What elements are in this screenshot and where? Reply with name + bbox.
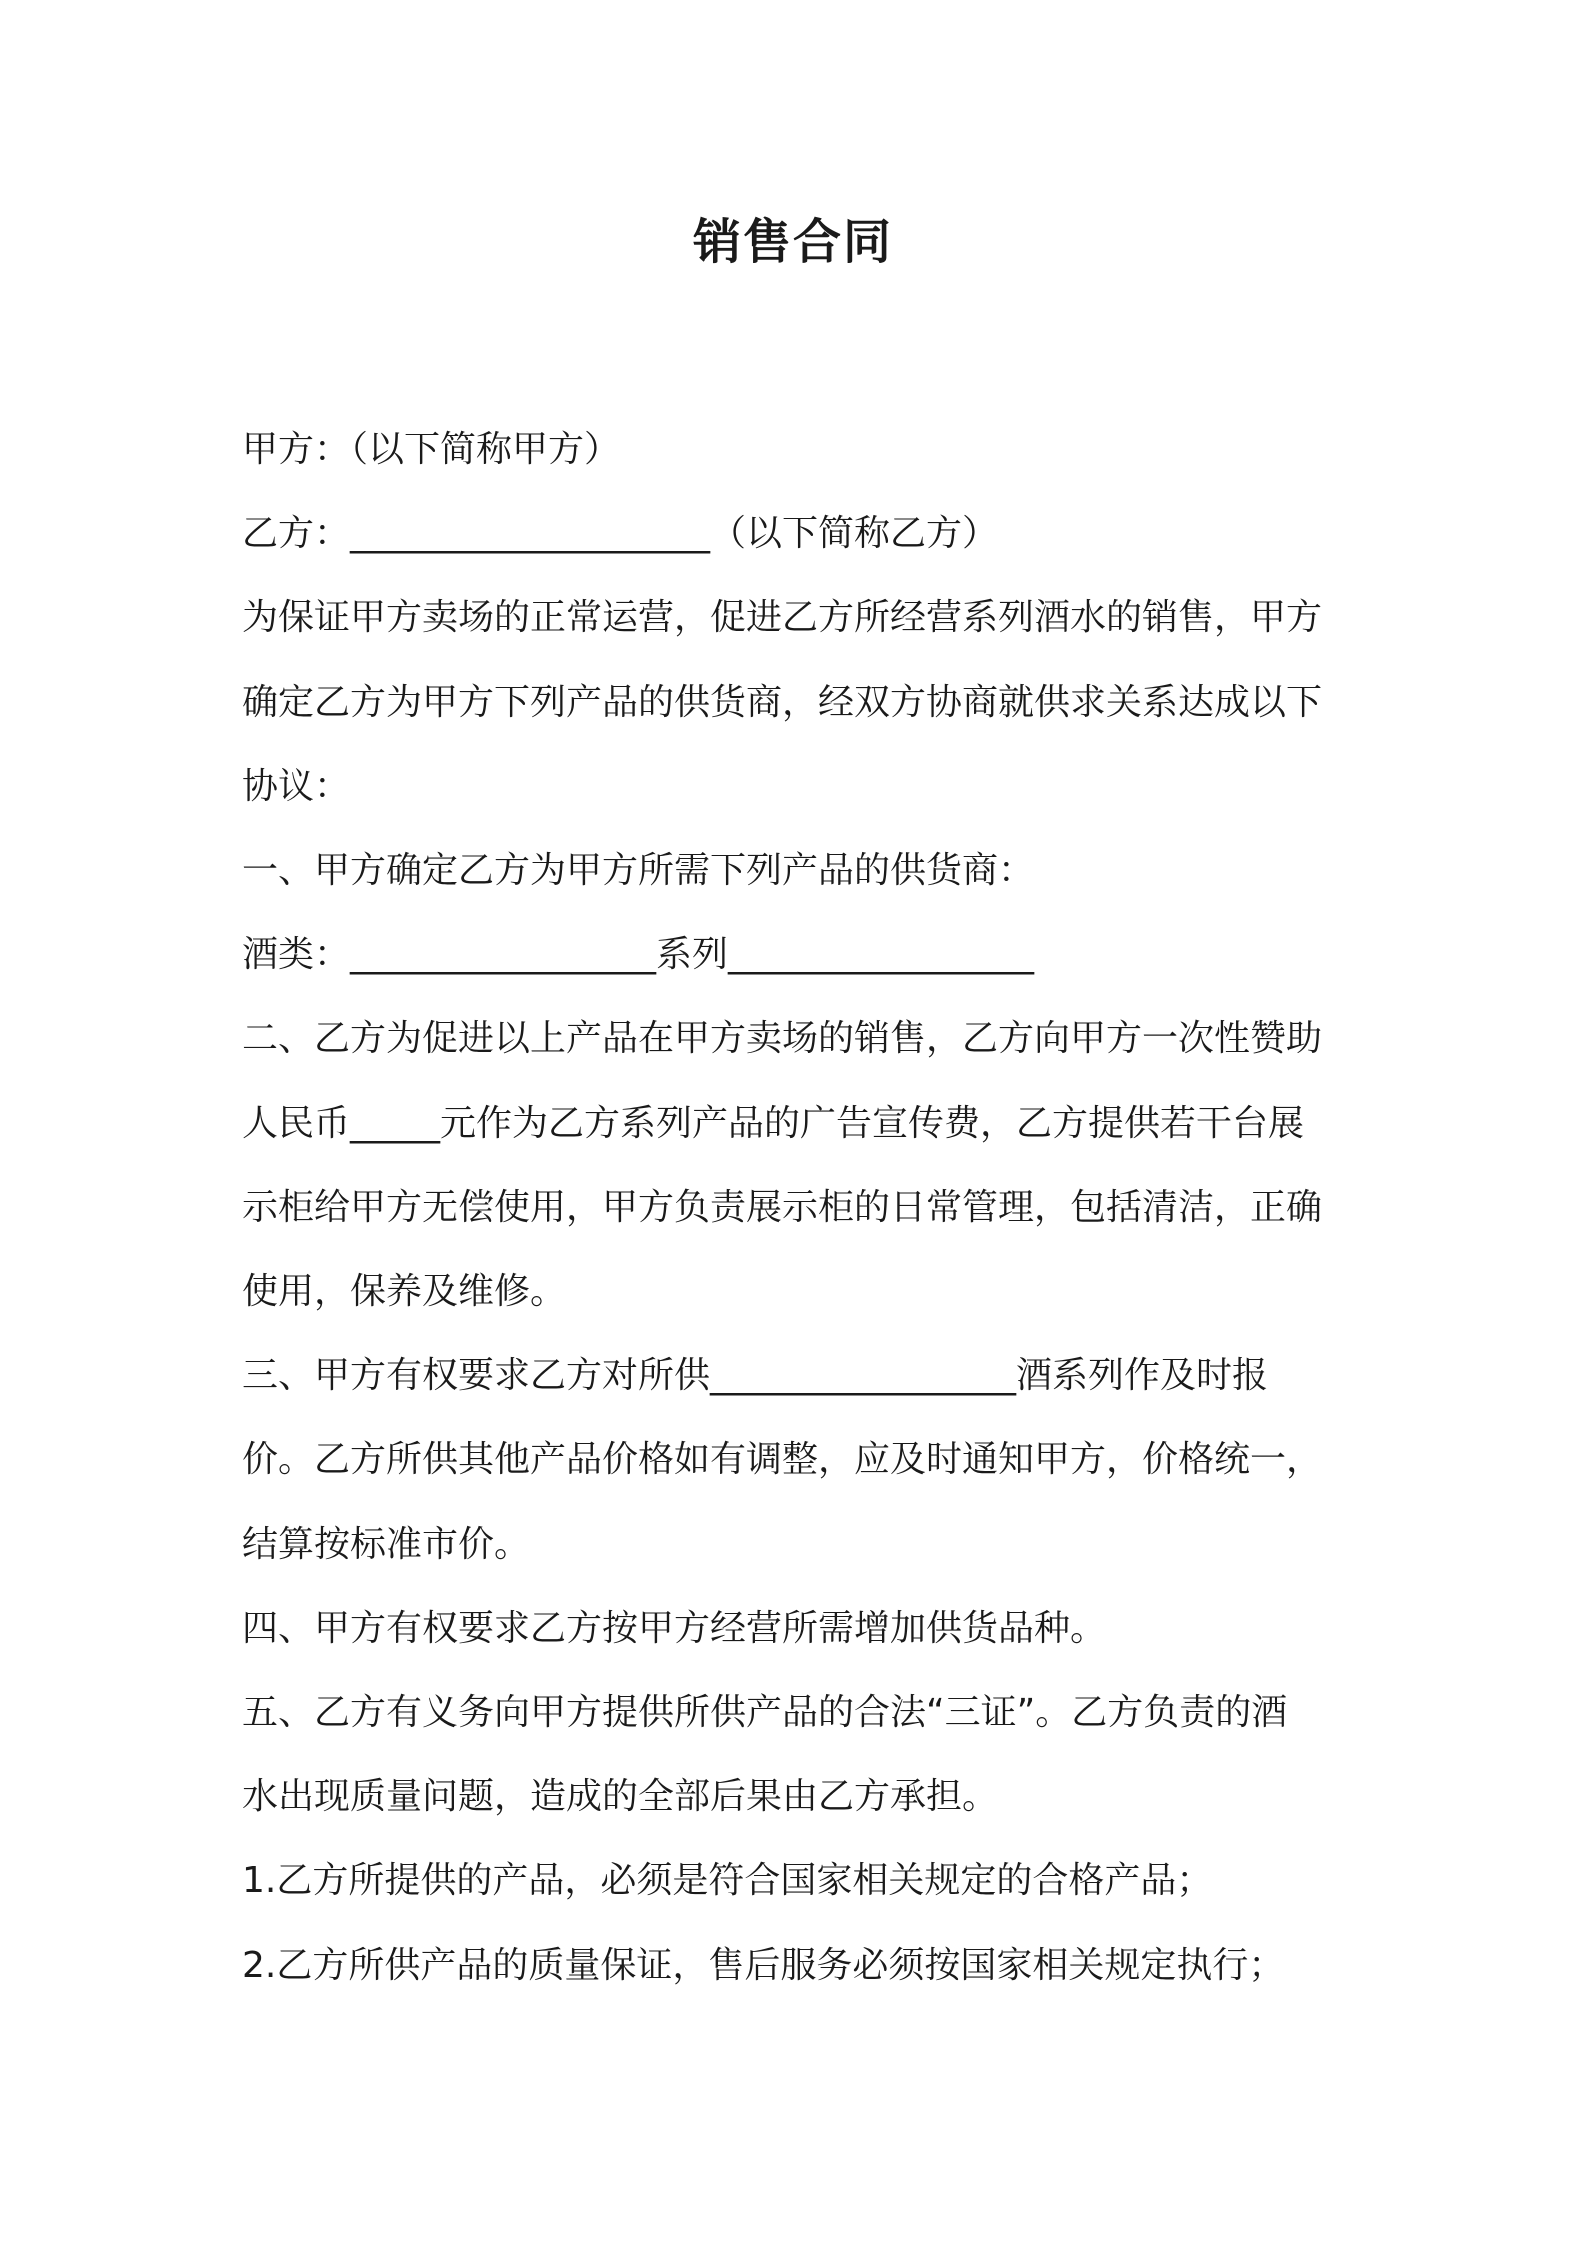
clause-2-line: 人民币_____元作为乙方系列产品的广告宣传费，乙方提供若干台展	[242, 1102, 1305, 1144]
clause-1-line: 一、甲方确定乙方为甲方所需下列产品的供货商：	[242, 850, 1035, 892]
intro-paragraph-line: 协议：	[242, 765, 351, 807]
intro-paragraph-line: 为保证甲方卖场的正常运营，促进乙方所经营系列酒水的销售，甲方	[242, 597, 1323, 639]
clause-2-line: 示柜给甲方无偿使用，甲方负责展示柜的日常管理，包括清洁，正确	[242, 1186, 1323, 1228]
document-body	[242, 408, 1362, 2008]
clause-5-item-2: 2.乙方所供产品的质量保证，售后服务必须按国家相关规定执行；	[242, 1944, 1285, 1986]
clause-5-line: 水出现质量问题，造成的全部后果由乙方承担。	[242, 1776, 999, 1818]
intro-paragraph-line: 确定乙方为甲方下列产品的供货商，经双方协商就供求关系达成以下	[242, 681, 1323, 723]
clause-5-item-1: 1.乙方所提供的产品，必须是符合国家相关规定的合格产品；	[242, 1860, 1213, 1902]
party-a-line: 甲方：（以下简称甲方）	[242, 429, 621, 470]
clause-2-line: 二、乙方为促进以上产品在甲方卖场的销售，乙方向甲方一次性赞助	[242, 1018, 1323, 1060]
clause-3-line: 结算按标准市价。	[242, 1523, 531, 1565]
liquor-category-line: 酒类：_________________系列_________________	[242, 934, 1035, 976]
clause-3-line: 价。乙方所供其他产品价格如有调整，应及时通知甲方，价格统一，	[242, 1439, 1323, 1481]
document-title: 销售合同	[692, 214, 893, 270]
clause-2-line: 使用，保养及维修。	[242, 1271, 567, 1313]
party-b-line: 乙方：____________________（以下简称乙方）	[242, 513, 999, 555]
clause-3-line: 三、甲方有权要求乙方对所供_________________酒系列作及时报	[242, 1355, 1269, 1397]
clause-4-line: 四、甲方有权要求乙方按甲方经营所需增加供货品种。	[242, 1607, 1107, 1649]
clause-5-line: 五、乙方有义务向甲方提供所供产品的合法“三证”。乙方负责的酒	[242, 1692, 1288, 1734]
